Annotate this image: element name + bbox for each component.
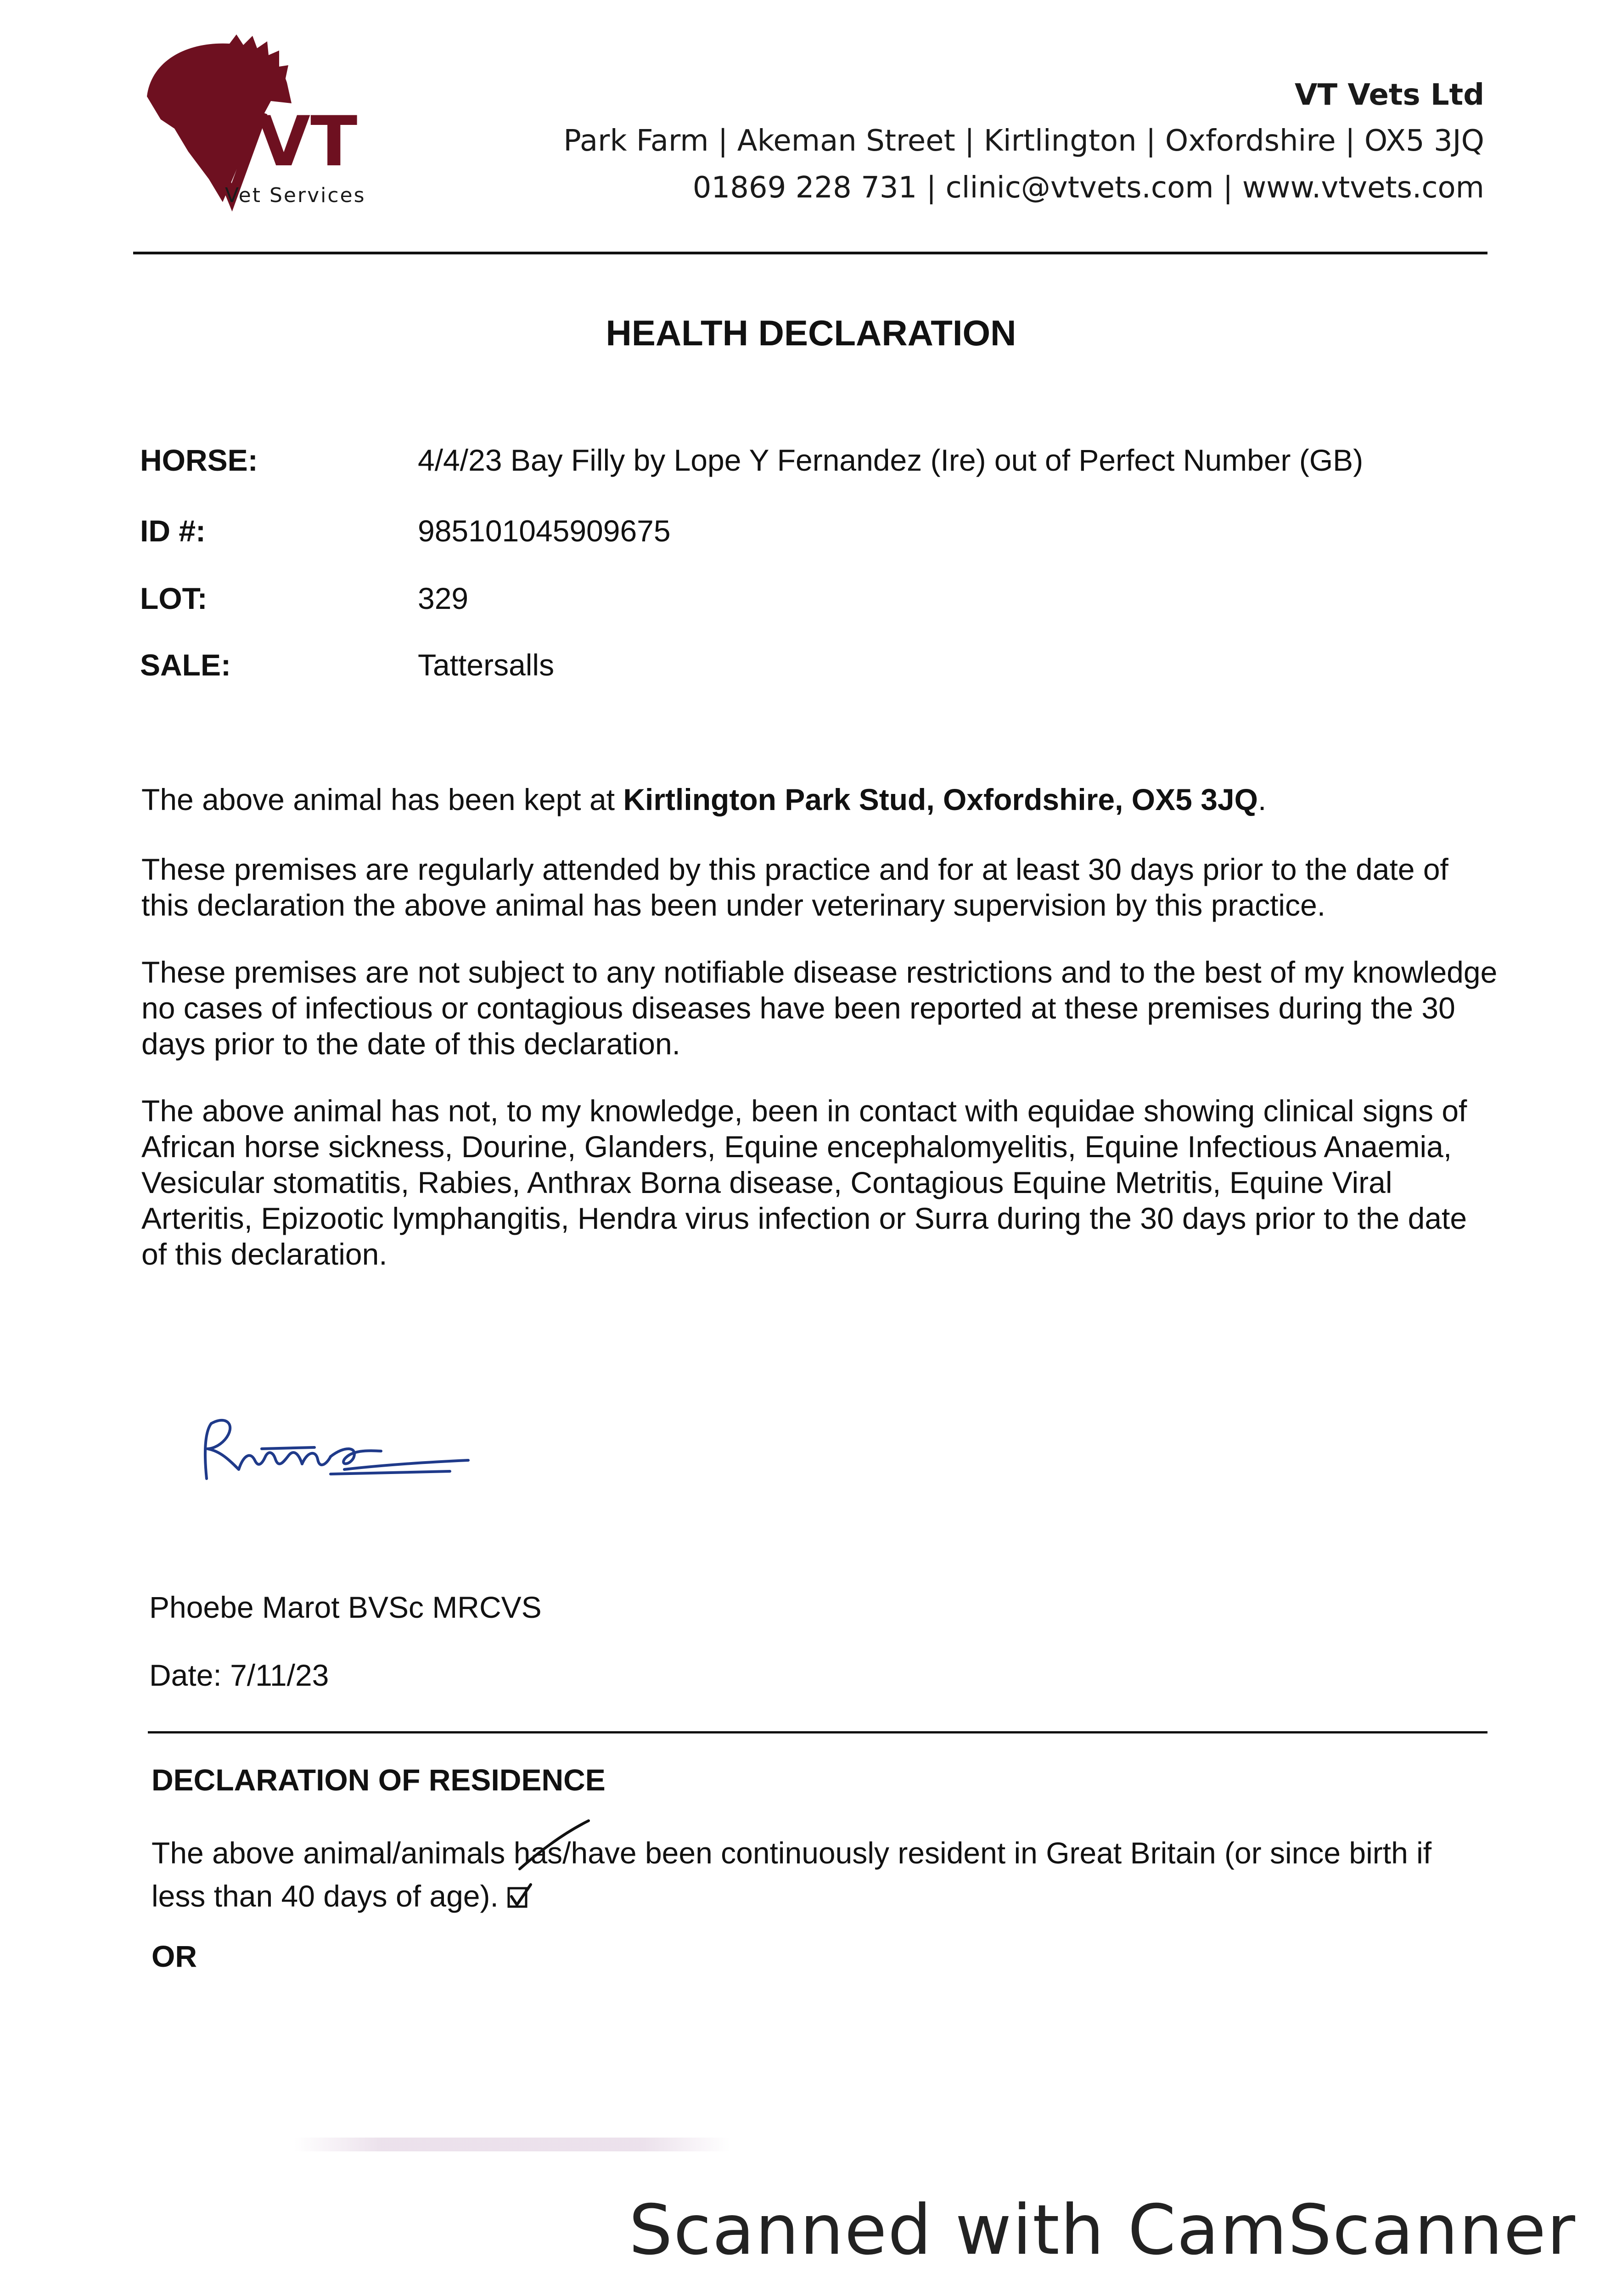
notifiable-paragraph: These premises are not subject to any notifiable disease restrictions and to the best of my knowledge no cases of infectious or contagious diseases have been reported at these premises during the 30 days prior to the date of this declaration. (141, 955, 1498, 1061)
kept-suffix: . (1257, 782, 1267, 816)
id-value: 985101045909675 (418, 514, 671, 548)
header-divider (133, 252, 1487, 254)
declaration-date: Date: 7/11/23 (149, 1658, 329, 1692)
residence-text: The above animal/animals has/have been continuously resident in Great Britain (or since birth if less than 40 days of age). (152, 1836, 1432, 1913)
lot-label: LOT: (140, 581, 208, 615)
company-address: Park Farm | Akeman Street | Kirtlington | Oxfordshire | OX5 3JQ (563, 124, 1484, 158)
logo-letters: VT (257, 102, 358, 182)
document-title: HEALTH DECLARATION (606, 313, 1016, 353)
kept-location: Kirtlington Park Stud, Oxfordshire, OX5 3JQ (623, 782, 1258, 816)
has-strikethrough-mark (511, 1816, 593, 1876)
camscanner-watermark: Scanned with CamScanner (629, 2190, 1576, 2270)
premises-paragraph: These premises are regularly attended by this practice and for at least 30 days prior to the date of this declaration the above animal has been under veterinary supervision by this practice. (141, 852, 1448, 922)
scan-artifact (294, 2138, 730, 2151)
residence-paragraph (152, 1831, 1492, 1918)
strikethrough-icon (511, 1816, 593, 1876)
sale-label: SALE: (140, 648, 231, 682)
logo-tagline: Vet Services (225, 184, 366, 207)
sale-value: Tattersalls (418, 648, 555, 682)
horse-label: HORSE: (140, 443, 258, 477)
lot-value: 329 (418, 581, 469, 615)
contact-paragraph: The above animal has not, to my knowledge, been in contact with equidae showing clinical signs of African horse sickness, Dourine, Glanders, Equine encephalomyelitis, Equine Infectious Anaemia, Vesicular stomatitis, Rabies, Anthrax Borna disease, Contagious Equine Metritis, Equine Viral Arteritis, Epizootic lymphangitis, Hendra virus infection or Surra during the 30 days prior to the date of this declaration. (141, 1094, 1467, 1271)
residence-heading: DECLARATION OF RESIDENCE (152, 1763, 606, 1797)
or-label: OR (152, 1939, 197, 1973)
vet-signature (193, 1405, 477, 1488)
handwritten-signature-icon (193, 1405, 477, 1488)
vt-vet-services-logo (133, 32, 390, 216)
company-contact: 01869 228 731 | clinic@vtvets.com | www.vtvets.com (692, 171, 1484, 205)
horse-head-logo-icon (133, 32, 390, 216)
horse-value: 4/4/23 Bay Filly by Lope Y Fernandez (Ire) out of Perfect Number (GB) (418, 443, 1364, 477)
company-name: VT Vets Ltd (1294, 78, 1484, 112)
kept-at-paragraph (141, 782, 1500, 817)
kept-prefix: The above animal has been kept at (141, 782, 623, 816)
id-label: ID #: (140, 514, 206, 548)
vet-name: Phoebe Marot BVSc MRCVS (149, 1590, 542, 1624)
tick-box-icon (507, 1883, 533, 1909)
section-divider (148, 1731, 1487, 1733)
